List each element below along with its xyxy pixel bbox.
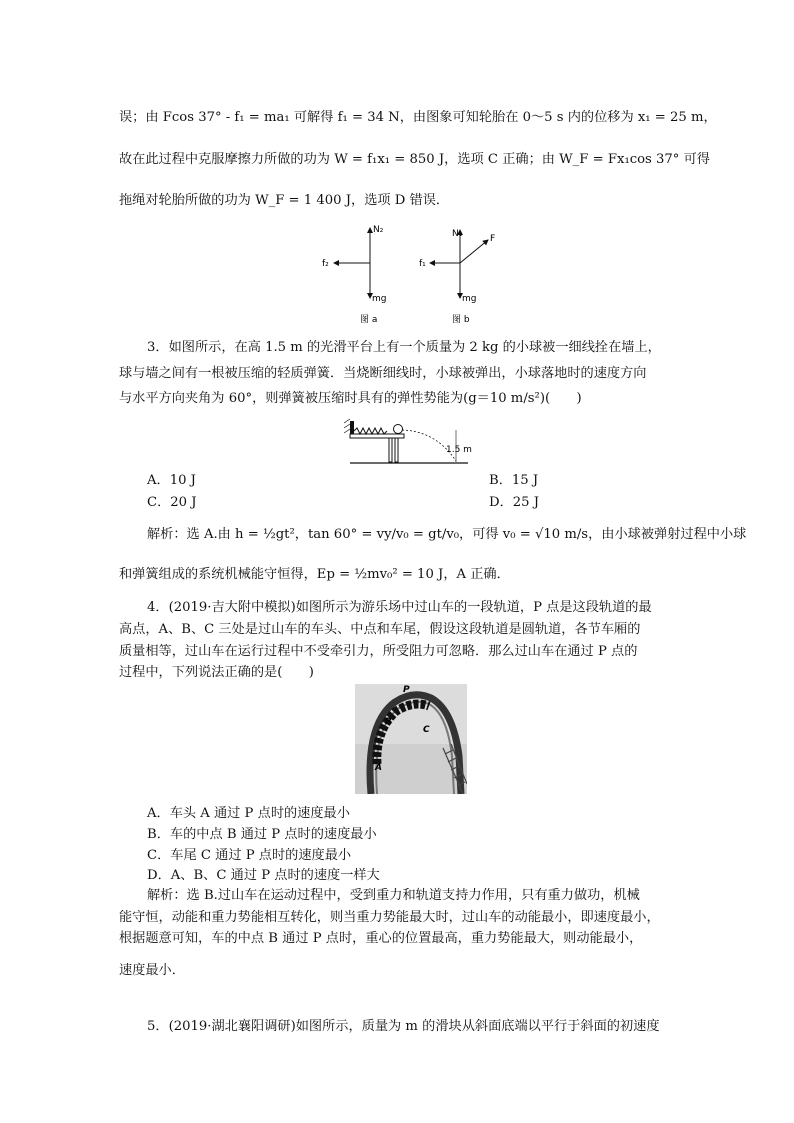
label-mg: mg <box>462 294 477 304</box>
label-f1: f₁ <box>419 259 426 269</box>
paragraph-line: 故在此过程中克服摩擦力所做的功为 W = f₁x₁ = 850 J，选项 C 正确；由 W_F = Fx₁cos 37° 可得 <box>119 152 710 167</box>
question-4-line: 过程中，下列说法正确的是( ) <box>119 665 314 680</box>
question-4-line: 质量相等，过山车在运行过程中不受牵引力，所受阻力可忽略．那么过山车在通过 P 点的 <box>119 644 638 659</box>
answer-4-line: 解析：选 B.过山车在运动过程中，受到重力和轨道支持力作用，只有重力做功，机械 <box>147 888 640 903</box>
platform-diagram <box>344 417 474 469</box>
height-label: 1.5 m <box>446 445 472 455</box>
label-b: B <box>385 717 392 727</box>
label-c: C <box>423 725 430 735</box>
force-diagram-a <box>322 225 386 325</box>
label-n1: N₁ <box>452 229 463 239</box>
question-5-line: 5．(2019·湖北襄阳调研)如图所示，质量为 m 的滑块从斜面底端以平行于斜面的初速度 <box>147 1019 660 1034</box>
option-c: C．20 J <box>147 495 197 510</box>
question-3-line: 与水平方向夹角为 60°，则弹簧被压缩时具有的弹性势能为(g＝10 m/s²)( ) <box>119 391 582 406</box>
paragraph-line: 拖绳对轮胎所做的功为 W_F = 1 400 J，选项 D 错误． <box>119 193 450 208</box>
answer-3-line: 解析：选 A.由 h = ½gt²，tan 60° = vy/v₀ = gt/v₀，可得 v₀ = √10 m/s，由小球被弹射过程中小球 <box>147 527 747 542</box>
answer-4-line: 根据题意可知，车的中点 B 通过 P 点时，重心的位置最高，重力势能最大，则动能最小， <box>119 931 643 946</box>
caption-a: 图 a <box>360 315 378 325</box>
force-diagram-b <box>419 229 495 325</box>
question-4-line: 4．(2019·吉大附中模拟)如图所示为游乐场中过山车的一段轨道，P 点是这段轨道的最 <box>147 600 652 615</box>
platform <box>350 434 404 438</box>
answer-3-line: 和弹簧组成的系统机械能守恒得，Ep = ½mv₀² = 10 J，A 正确． <box>119 567 510 582</box>
label-mg: mg <box>372 294 387 304</box>
label-p: P <box>403 685 410 695</box>
force-diagram <box>318 222 508 328</box>
label-F: F <box>490 234 496 244</box>
option-c: C．车尾 C 通过 P 点时的速度最小 <box>147 848 352 863</box>
option-d: D．25 J <box>489 495 540 510</box>
option-a: A．10 J <box>147 473 196 488</box>
option-b: B．15 J <box>489 473 539 488</box>
label-f2: f₂ <box>322 259 329 269</box>
question-4-line: 高点，A、B、C 三处是过山车的车头、中点和车尾，假设这段轨道是圆轨道，各节车厢的 <box>119 622 641 637</box>
question-3-line: 3．如图所示，在高 1.5 m 的光滑平台上有一个质量为 2 kg 的小球被一细线拴在墙上， <box>147 340 661 355</box>
label-a: A <box>375 763 382 773</box>
paragraph-line: 误；由 Fcos 37° - f₁ = ma₁ 可解得 f₁ = 34 N，由图象可知轮胎在 0～5 s 内的位移为 x₁ = 25 m， <box>119 110 717 125</box>
option-a: A．车头 A 通过 P 点时的速度最小 <box>147 806 350 821</box>
label-n2: N₂ <box>373 225 384 235</box>
answer-4-line: 速度最小． <box>119 963 185 978</box>
ball <box>394 425 403 434</box>
option-b: B．车的中点 B 通过 P 点时的速度最小 <box>147 827 377 842</box>
caption-b: 图 b <box>452 315 470 325</box>
option-d: D．A、B、C 通过 P 点时的速度一样大 <box>147 868 380 883</box>
question-3-line: 球与墙之间有一根被压缩的轻质弹簧．当烧断细线时，小球被弹出，小球落地时的速度方向 <box>119 366 647 381</box>
wall <box>350 421 354 435</box>
answer-4-line: 能守恒，动能和重力势能相互转化，则当重力势能最大时，过山车的动能最小，即速度最小， <box>119 910 660 925</box>
spring <box>354 428 387 434</box>
roller-coaster-image <box>355 684 467 794</box>
